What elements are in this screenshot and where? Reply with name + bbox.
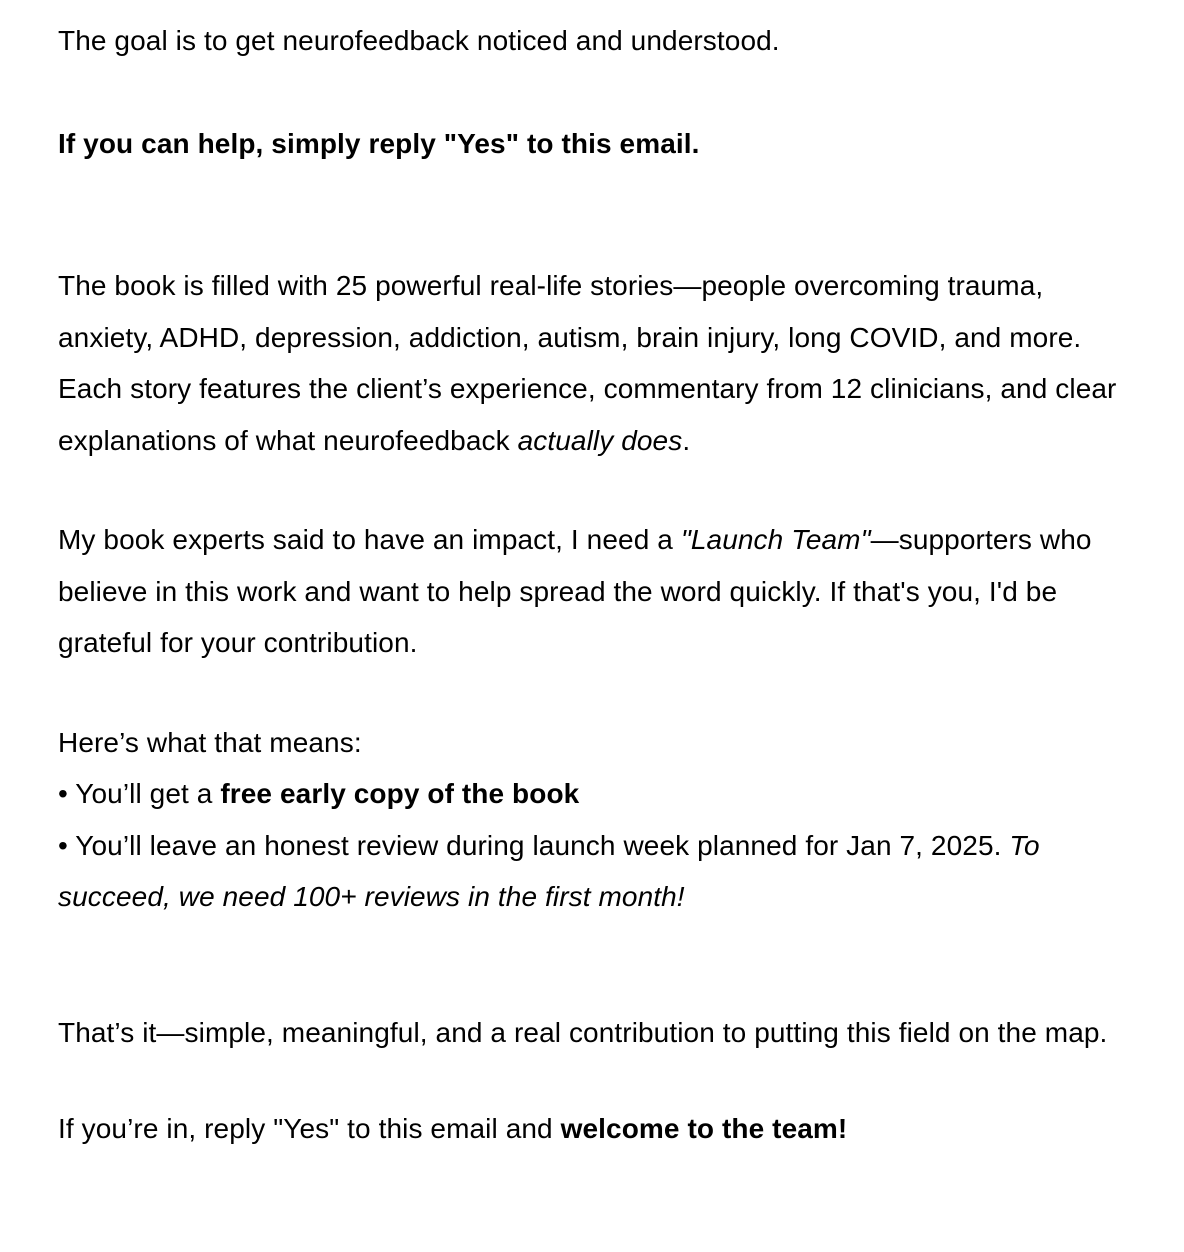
text-run: —supporters who believe in this work and want to help spread the word quickly. If that's you, I'd be grateful for your contribution.	[58, 524, 1092, 658]
text-run: If you can help, simply reply "Yes" to this email.	[58, 127, 700, 159]
text-run: If you’re in, reply "Yes" to this email and	[58, 1113, 561, 1144]
paragraph-cta-reply-yes	[58, 118, 1128, 170]
paragraph-book-description	[58, 260, 1128, 466]
paragraph-what-that-means	[58, 717, 1128, 769]
text-run-italic: "Launch Team"	[680, 524, 871, 555]
text-run: Here’s what that means:	[58, 726, 362, 758]
text-run-bold: free early copy of the book	[220, 778, 580, 809]
text-run: That’s it—simple, meaningful, and a real contribution to putting this field on the map.	[58, 1016, 1108, 1048]
bullet-item-free-copy	[58, 768, 1128, 820]
bullet-text-run: • You’ll get a	[58, 778, 221, 809]
text-run: My book experts said to have an impact, I need a	[58, 524, 681, 555]
bullet-item-honest-review	[58, 820, 1128, 923]
paragraph-closing-cta	[58, 1103, 1128, 1155]
text-run-italic: actually does	[517, 424, 683, 456]
text-run: The book is filled with 25 powerful real-life stories—people overcoming trauma, anxiety, ADHD, depression, addiction, autism, brain injury, long COVID, and more. Each story features the client’s experience, commentary from 12 clinicians, and clear explanations of what neurofeedback	[58, 270, 1117, 456]
bullet-text-run: • You’ll leave an honest review during launch week planned for Jan 7, 2025.	[58, 829, 1010, 861]
text-run-bold: welcome to the team!	[560, 1113, 848, 1144]
text-run: .	[682, 424, 691, 456]
paragraph-launch-team	[58, 514, 1128, 669]
text-run-italic: To succeed, we need 100+ reviews in the first month!	[58, 829, 1040, 912]
text-run: The goal is to get neurofeedback noticed and understood.	[58, 25, 780, 56]
paragraph-thats-it	[58, 1007, 1128, 1059]
paragraph-goal-statement	[58, 15, 1128, 67]
